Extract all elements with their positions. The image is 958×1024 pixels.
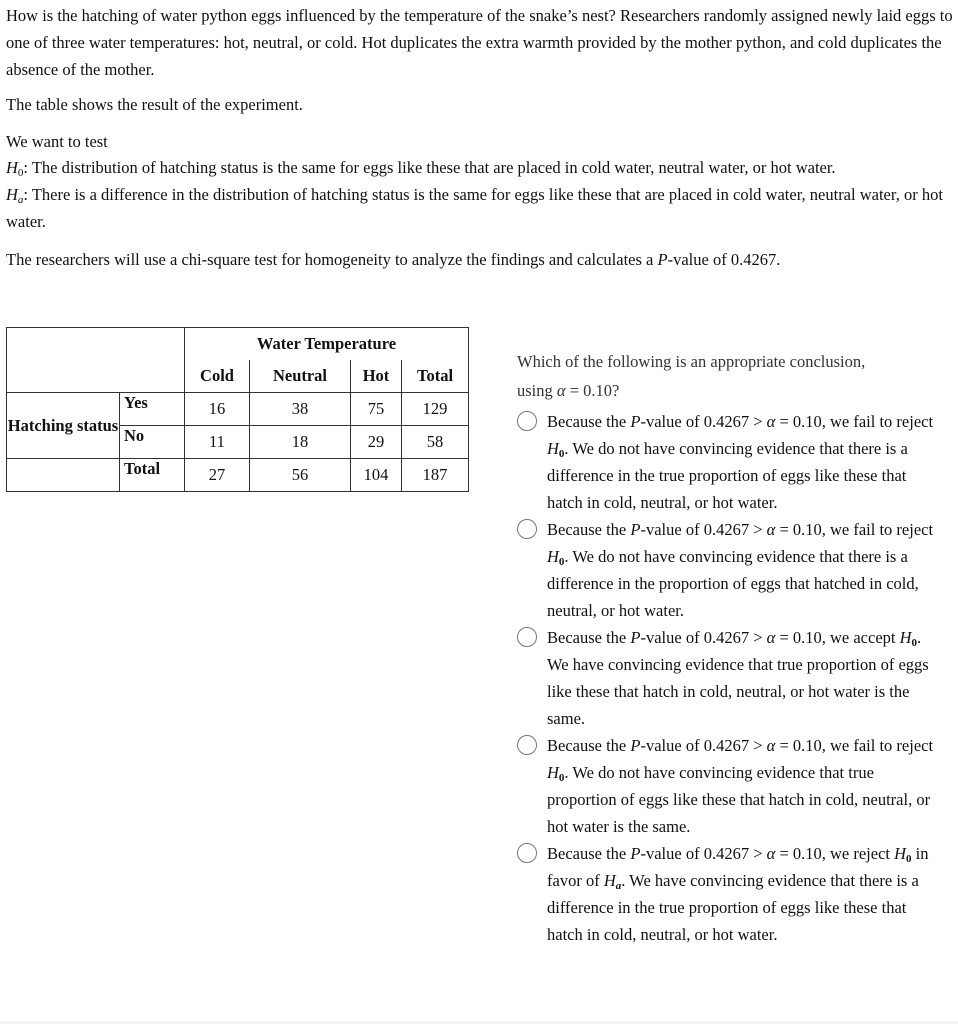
answer-option-1[interactable]: [517, 408, 937, 516]
cell: 18: [250, 426, 351, 459]
option-text: Because the P-value of 0.4267 > α = 0.10, we fail to reject $H_0$. We do not have convincing evidence that true proportion of eggs like these that hatch in cold, neutral, or hot water is the same.: [547, 736, 934, 836]
radio-button[interactable]: [517, 843, 537, 863]
col-header-cold: Cold: [185, 360, 250, 393]
null-hypothesis: $H_0$: The distribution of hatching status is the same for eggs like these that are placed in cold water, neutral water, or hot water.: [6, 158, 836, 179]
table-row: [7, 459, 469, 492]
question-line1: Which of the following is an appropriate conclusion,: [517, 352, 866, 371]
two-way-table: [6, 327, 469, 492]
cell: 75: [351, 393, 402, 426]
want-to-test: We want to test: [6, 132, 108, 151]
radio-button[interactable]: [517, 519, 537, 539]
answer-options: [517, 408, 937, 948]
row-label-no: No: [120, 426, 185, 459]
answer-option-4[interactable]: [517, 732, 937, 840]
radio-button[interactable]: [517, 411, 537, 431]
cell: 187: [402, 459, 469, 492]
cell: 16: [185, 393, 250, 426]
alternative-hypothesis: $H_a$: There is a difference in the distribution of hatching status is the same for eggs like these that are placed in cold water, neutral water, or hot water.: [6, 185, 943, 231]
cell: 56: [250, 459, 351, 492]
row-group-spacer: [7, 459, 120, 492]
cell: 129: [402, 393, 469, 426]
table-intro: The table shows the result of the experiment.: [6, 95, 303, 114]
cell: 104: [351, 459, 402, 492]
radio-button[interactable]: [517, 735, 537, 755]
row-label-total: Total: [120, 459, 185, 492]
answer-option-3[interactable]: [517, 624, 937, 732]
row-group-label: Hatching status: [7, 393, 120, 459]
option-text: Because the P-value of 0.4267 > α = 0.10, we accept $H_0$. We have convincing evidence that true proportion of eggs like these that hatch in cold, neutral, or hot water is the same.: [547, 628, 929, 728]
cell: 27: [185, 459, 250, 492]
null-hypothesis-text: The distribution of hatching status is the same for eggs like these that are placed in cold water, neutral water, or hot water.: [31, 158, 836, 177]
p-value-statement: The researchers will use a chi-square test for homogeneity to analyze the findings and calculates a P-value of 0.4267.: [6, 250, 781, 269]
option-text: Because the P-value of 0.4267 > α = 0.10, we fail to reject $H_0$. We do not have convincing evidence that there is a difference in the true proportion of eggs like these that hatch in cold, neutral, or hot water.: [547, 412, 934, 512]
table-row: [7, 393, 469, 426]
alternative-hypothesis-text: There is a difference in the distribution of hatching status is the same for eggs like these that are placed in cold water, neutral water, or hot water.: [6, 185, 943, 231]
option-text: Because the P-value of 0.4267 > α = 0.10, we fail to reject $H_0$. We do not have convincing evidence that there is a difference in the proportion of eggs that hatched in cold, neutral, or hot water.: [547, 520, 934, 620]
col-header-total: Total: [402, 360, 469, 393]
cell: 11: [185, 426, 250, 459]
question-prompt: Which of the following is an appropriate conclusion, using α = 0.10?: [517, 352, 866, 400]
table-corner: [7, 328, 185, 393]
cell: 38: [250, 393, 351, 426]
radio-button[interactable]: [517, 627, 537, 647]
col-header-hot: Hot: [351, 360, 402, 393]
option-text: Because the P-value of 0.4267 > α = 0.10, we reject $H_0$ in favor of $H_a$. We have convincing evidence that there is a difference in the true proportion of eggs like these that hatch in cold, neutral, or hot water.: [547, 844, 929, 944]
row-label-yes: Yes: [120, 393, 185, 426]
group-header: Water Temperature: [185, 328, 469, 361]
answer-option-2[interactable]: [517, 516, 937, 624]
answer-option-5[interactable]: [517, 840, 937, 948]
cell: 58: [402, 426, 469, 459]
col-header-neutral: Neutral: [250, 360, 351, 393]
intro-paragraph: How is the hatching of water python eggs influenced by the temperature of the snake’s nest? Researchers randomly assigned newly laid eggs to one of three water temperatures: hot, neutral, or cold. Hot duplicates the extra warmth provided by the mother python, and cold duplicates the absence of the mother.: [6, 6, 953, 79]
cell: 29: [351, 426, 402, 459]
